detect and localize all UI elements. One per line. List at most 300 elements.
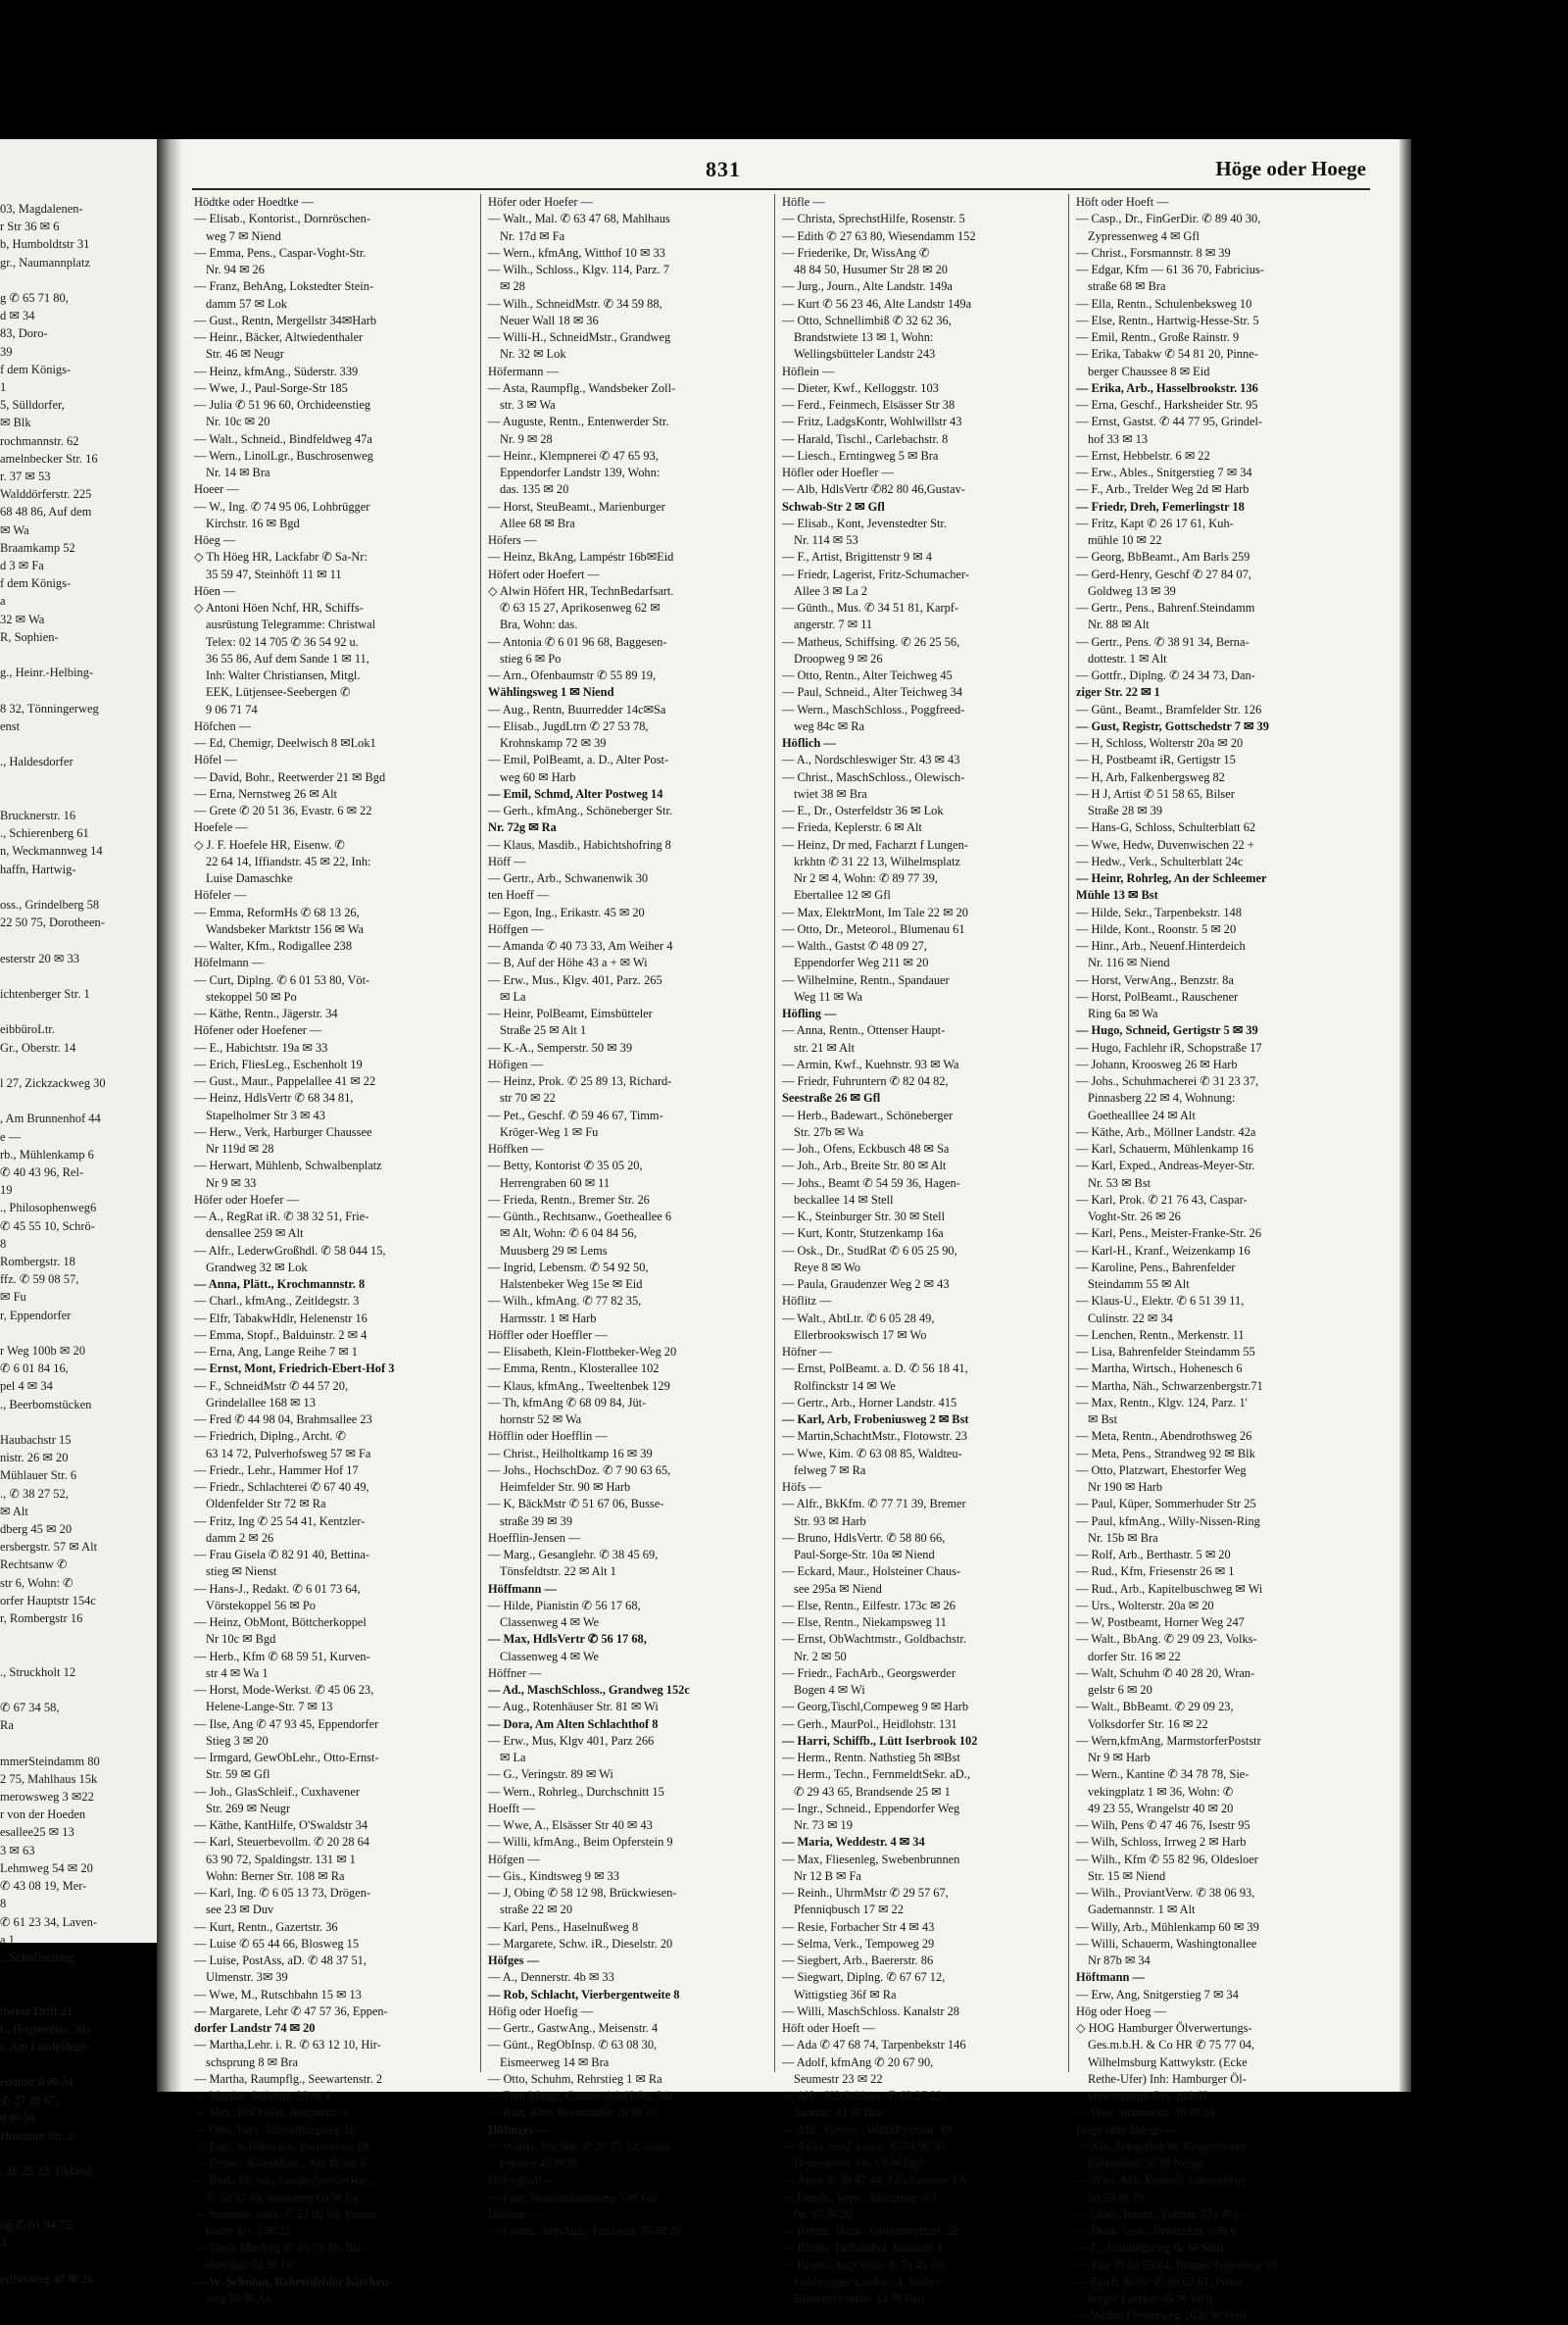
directory-entry: — Erich, FliesLeg., Eschenholt 19 [194,1057,363,1071]
directory-entry: 48 84 50, Husumer Str 28 ✉ 20 [794,263,949,276]
left-fragment-line: ✉ Wa [0,522,29,537]
left-fragment-line [0,1984,169,2002]
directory-entry: — Karl, Ing. ✆ 6 05 13 73, Drögen- [194,1886,371,1900]
left-fragment-line: ✆ 6 01 84 16, [0,1361,69,1376]
directory-entry: ✆ 53 37 49, Reekamp 60 ✉ La [206,2190,358,2204]
directory-entry: stekoppel 50 ✉ Po [206,989,297,1004]
left-fragment-line: rb., Mühlenkamp 6 [0,1147,94,1162]
directory-entry: — Anna, Rentn., Ottenser Haupt- [782,1023,946,1038]
directory-entry: — Friedr., Lehr., Hammer Hof 17 [194,1462,359,1477]
directory-entry: stieg 6 ✉ Po [500,651,562,666]
directory-entry: — Gust., Maur., Pappelallee 41 ✉ 22 [194,1074,376,1088]
directory-entry: — Martha, Seilerstr. 39 ✉ 4 [194,2089,331,2102]
directory-entry: Grandweg 32 ✉ Lok [206,1260,308,1274]
directory-entry: — K, BäckMstr ✆ 51 67 06, Busse- [488,1497,664,1511]
directory-entry: — Gertr., Pens., Bahrenf.Steindamm [1076,601,1255,615]
directory-entry: Höfner — [782,1345,832,1359]
left-fragment-line: ✆ 27 26 67, [0,2093,60,2107]
left-fragment-line: R, Sophien- [0,629,59,644]
column-divider [480,194,481,2072]
directory-entry: dorfer Str. 16 ✉ 22 [1088,1649,1181,1663]
directory-entry: — Elisab., Kontorist., Dornröschen- [194,212,370,226]
directory-entry: — Wohn: Försterweg 102a ✉ Stell [1076,2308,1247,2323]
directory-entry: 63 14 72, Pulverhofsweg 57 ✉ Fa [206,1446,371,1460]
directory-entry: — Irmgard, GewObLehr., Otto-Ernst- [194,1751,379,1764]
directory-entry: Steindamm 55 ✉ Alt [1088,1277,1190,1291]
directory-entry: — Franz, BehAng, Lokstedter Stein- [194,279,374,294]
directory-entry: — Else, Rentn., Eilfestr. 173c ✉ 26 [782,1598,956,1612]
left-fragment-line: r., Hogrevestr. 30a [0,2021,90,2036]
left-fragment-line [0,931,169,949]
directory-entry: — Otto, Platzwart, Ehestorfer Weg [1076,1462,1247,1477]
directory-entry: — Gertr., Arb., Schwanenwik 30 [488,871,649,885]
directory-entry: — Gerh., kfmAng., Schöneberger Str. [488,804,673,817]
surname-heading: Höftmann — [1076,1970,1145,1985]
column-3 [782,194,1062,2305]
left-fragment-line: 3 [0,2236,7,2251]
left-fragment-line [0,2181,169,2199]
directory-entry: Nr. 94 ✉ 26 [206,263,265,276]
directory-entry: — Theo, kfmAng ✆ 40 79 48, Bis- [194,2241,367,2255]
directory-entry: Seestraße 26 ✉ Gfl [782,1091,881,1106]
directory-entry: — Rud, Kfm, Roonstraße 20 ✉ 20 [488,2105,658,2120]
directory-entry: Stieg 3 ✉ 20 [206,1733,269,1748]
left-fragment-line [0,1413,169,1431]
directory-entry: Höffgen — [488,921,544,936]
directory-entry: — Wern., kfmAng, Witthof 10 ✉ 33 [488,245,665,260]
directory-entry: Bahnhofstr 56 ✉ Neugr [1088,2156,1204,2170]
directory-entry: Nr. 67 ✉ 20 [794,2206,853,2221]
directory-entry: — Christ., MaschSchloss., Olewisch- [782,769,965,784]
directory-entry: — Egon, Ing., Erikastr. 45 ✉ 20 [488,905,645,919]
left-fragment-line: g., Heinr.-Helbing- [0,666,94,680]
directory-entry: — F., Artist, Brigittenstr 9 ✉ 4 [782,550,932,565]
directory-entry: — Heinz, BkAng, Lampéstr 16b✉Eid [488,550,674,565]
directory-entry: Nr. 72g ✉ Ra [488,820,557,835]
directory-entry: Höfer oder Hoefer — [488,195,593,209]
directory-entry: — Erna, Nernstweg 26 ✉ Alt [194,786,337,801]
left-fragment-line: 83, Doro- [0,326,48,341]
directory-entry: dorfer Landstr 74 ✉ 20 [194,2021,316,2035]
directory-entry: — Joh., Ofens, Eckbusch 48 ✉ Sa [782,1142,950,1156]
left-fragment-line: erthesweg 40 ✉ 26 [0,2271,94,2286]
directory-entry: — Emma, ReformHs ✆ 68 13 26, [194,905,360,919]
directory-entry: — H, Schloss, Wolterstr 20a ✉ 20 [1076,736,1244,750]
directory-entry: — Julia ✆ 51 96 60, Orchideenstieg [194,398,371,412]
directory-entry: Straße 28 ✉ 39 [1088,804,1163,817]
left-fragment-line: 5, Sülldorfer, [0,398,65,413]
directory-entry: — Wwe, A., Elsässer Str 40 ✉ 43 [488,1818,653,1832]
directory-entry: Str. 269 ✉ Neugr [206,1801,291,1815]
directory-entry: Herrengraben 60 ✉ 11 [500,1175,611,1190]
directory-entry: 35 59 47, Steinhöft 11 ✉ 11 [206,567,342,581]
directory-entry: — Heinz, Dr med, Facharzt f Lungen- [782,837,968,852]
left-fragment-line: eibbüroLtr. [0,1022,55,1037]
directory-entry: — Alfr., Grünw., Walddörferstr. 19 [782,2122,953,2137]
directory-entry: Ebertallee 12 ✉ Gfl [794,888,891,903]
directory-entry: — Clara, Rentn., Feldstr. 37a ✉ 6 [1076,2206,1241,2221]
directory-entry: 22 64 14, Iffiandstr. 45 ✉ 22, Inh: [206,854,371,868]
directory-entry: — G., Veringstr. 89 ✉ Wi [488,1767,613,1782]
directory-entry: — Marg., Gesanglehr. ✆ 38 45 69, [488,1548,659,1561]
directory-entry: Nr 190 ✉ Harb [1088,1480,1163,1494]
left-page-fragment [0,139,181,2286]
directory-entry: Droopweg 9 ✉ 26 [794,651,883,666]
directory-entry: angerstr. 7 ✉ 11 [794,618,873,632]
directory-entry: — Asta, Raumpflg., Wandsbeker Zoll- [488,380,676,395]
left-fragment-line: ng ✆ 61 94 75, [0,2217,75,2232]
directory-entry: — Ella, Rentn., Schulenbeksweg 10 [1076,296,1252,311]
directory-entry: — Margarete, Lehr ✆ 47 57 36, Eppen- [194,2003,388,2018]
directory-entry: — Arn., Ofenbaumstr ✆ 55 89 19, [488,668,657,682]
directory-entry: Oldenfelder Str 72 ✉ Ra [206,1497,326,1511]
left-fragment-line: str 6, Wohn: ✆ [0,1575,74,1590]
directory-entry: Höffner — [488,1665,542,1680]
directory-page [157,139,1399,2323]
directory-entry: — Kurt ✆ 56 23 46, Alte Landstr 149a [782,296,972,311]
directory-entry: — Siegwart, Diplng. ✆ 67 67 12, [782,1970,946,1985]
left-fragment-line: r Weg 100b ✉ 20 [0,1344,86,1358]
directory-entry: bekufer 43 ✉39 [500,2156,578,2170]
left-fragment-line [0,2199,169,2216]
left-fragment-line: ✉ Fu [0,1290,26,1305]
directory-entry: — Herb., Badewart., Schöneberger [782,1108,954,1122]
directory-entry: 49 23 55, Wrangelstr 40 ✉ 20 [1088,1801,1234,1815]
directory-entry: — Wwe, Hedw, Duvenwischen 22 + [1076,837,1254,852]
directory-entry: — Siegbert, Arb., Baererstr. 86 [782,1954,934,1967]
directory-entry: — Susanne, Sekr. ✆ 23 92 64, Papen- [194,2206,379,2221]
directory-entry: Wilhelmsburg Kattwykstr. (Ecke [1088,2054,1248,2069]
directory-entry: — Walt., AbtLtr. ✆ 6 05 28 49, [782,1311,935,1325]
directory-entry: Heimfelder Str. 90 ✉ Harb [500,1480,631,1494]
directory-entry: — Martha, Wirtsch., Hohenesch 6 [1076,1361,1243,1376]
directory-entry: Höfken — [488,2206,540,2221]
directory-entry: — Ella ✆ 02 65 84, Baumschulenweg 19 [1076,2257,1278,2272]
directory-entry: Höflitz — [782,1294,832,1309]
directory-entry: Pinnasberg 22 ✉ 4, Wohnung: [1088,1091,1236,1106]
directory-entry: — Curt, Diplng. ✆ 6 01 53 80, Vöt- [194,972,370,987]
directory-entry: — Paul, kfmAng., Willy-Nissen-Ring [1076,1513,1260,1528]
directory-entry: Höfinghoff — [488,2173,559,2188]
directory-entry: ◇ Antoni Höen Nchf, HR, Schiffs- [194,601,364,615]
directory-entry: straße 39 ✉ 39 [500,1513,573,1528]
directory-entry: — Kurt, Kontr, Stutzenkamp 16a [782,1226,944,1241]
directory-entry: — Herm., Rentn. Nathstieg 5h ✉Bst [782,1751,960,1764]
directory-entry: — Rud., Dr. iur., LandesSozGerRat., [194,2173,373,2188]
left-fragment-line: enst [0,718,21,733]
directory-entry: — A., RegRat iR. ✆ 38 32 51, Frie- [194,1210,369,1223]
left-fragment-line: merowsweg 3 ✉22 [0,1790,94,1805]
directory-entry: — Adolf, kfmAng ✆ 20 67 90, [782,2054,934,2069]
left-fragment-line: e — [0,1129,22,1144]
directory-entry: see 295a ✉ Niend [794,1581,882,1596]
directory-entry: — Gust, Registr, Gottschedstr 7 ✉ 39 [1076,718,1269,733]
directory-entry: Bogen 4 ✉ Wi [794,1683,865,1697]
directory-entry: — Karl, Pens., Haselnußweg 8 [488,1919,639,1934]
directory-entry: — Christa, SprechstHilfe, Rosenstr. 5 [782,212,965,226]
directory-entry: — Auguste, Rentn., Entenwerder Str. [488,415,669,429]
directory-entry: Nr. 17d ✉ Fa [500,228,565,243]
left-fragment-line: ., Philosophenweg6 [0,1201,97,1215]
directory-entry: ✉ La [500,1751,526,1764]
directory-entry: — Walt., BbBeamt. ✆ 29 09 23, [1076,1700,1234,1714]
directory-entry: — Emil, Schmd, Alter Postweg 14 [488,786,663,801]
left-fragment-line: pel 4 ✉ 34 [0,1379,53,1394]
directory-entry: — F., Arb., Trelder Weg 2d ✉ Harb [1076,482,1250,497]
directory-entry: — Paul, Schneid., Alter Teichweg 34 [782,685,963,700]
directory-entry: — Günth., Rechtsanw., Goetheallee 6 [488,1210,672,1223]
directory-entry: Binnenfelredder 13 ✉ Bgd [794,2292,925,2305]
directory-entry: — Bruno, HdlsVertr. ✆ 58 80 66, [782,1530,946,1545]
directory-entry: — K.-A., Semperstr. 50 ✉ 39 [488,1040,633,1055]
directory-entry: Rolfinckstr 14 ✉ We [794,1378,896,1393]
directory-entry: — Wilh., Kfm ✆ 55 82 96, Oldesloer [1076,1852,1258,1866]
directory-entry: straße 68 ✉ Bra [1088,279,1166,294]
directory-entry: — Wern., MaschSchloss., Poggfreed- [782,702,965,717]
directory-entry: Nr 2 ✉ 4, Wohn: ✆ 89 77 39, [794,871,938,885]
left-fragment-line: r. 37 ✉ 53 [0,470,51,484]
directory-entry: — Gertr., Arb., Horner Landstr. 415 [782,1395,957,1410]
directory-entry: — Alfr., BkKfm. ✆ 77 71 39, Bremer [782,1497,966,1511]
left-fragment-line [0,2055,169,2073]
directory-entry: — Herwart, Mühlenb, Schwalbenplatz [194,1159,382,1173]
directory-entry: Nr. 10c ✉ 20 [206,415,270,429]
directory-entry: — Else, Windmühlenstieg 7 ✉ Gfl [488,2190,658,2204]
directory-entry: — E., Gräningstieg 8c ✉ Stell [1076,2241,1224,2255]
directory-entry: — Ferd., Feinmech, Elsässer Str 38 [782,398,956,412]
directory-entry: Str. 93 ✉ Harb [794,1513,866,1528]
directory-entry: — Erw., Mus, Klgv 401, Parz 266 [488,1733,655,1748]
directory-entry: — Erw., Mus., Klgv. 401, Parz. 265 [488,972,662,987]
directory-entry: — Heinz, Prok. ✆ 25 89 13, Richard- [488,1074,672,1088]
directory-entry: — Meta, Rentn., Abendrothsweg 26 [1076,1429,1252,1444]
left-fragment-line: 22 50 75, Dorotheen- [0,915,105,930]
directory-entry: Classenweg 4 ✉ We [500,1649,600,1663]
directory-entry: — Alfr., KfzSchloss. ✆ 63 27 23, [782,2089,946,2102]
left-fragment-line: ., Schöfferstieg [0,1950,74,1964]
directory-entry: — B, Auf der Höhe 43 a + ✉ Wi [488,956,648,970]
directory-entry: Muusberg 29 ✉ Lems [500,1243,608,1258]
page-edge [1399,139,1411,2092]
left-fragment-line: 8 [0,1236,7,1251]
directory-entry: Neuer Wall 18 ✉ 36 [500,313,599,327]
left-fragment-line: Lehmweg 54 ✉ 20 [0,1860,93,1875]
directory-entry: mühle 10 ✉ 22 [1088,533,1162,547]
directory-entry: — Anna, Plätt., Krochmannstr. 8 [194,1277,366,1291]
directory-entry: — Luise ✆ 65 44 66, Blosweg 15 [194,1936,360,1951]
directory-entry: Str. 27b ✉ Wa [794,1124,864,1139]
directory-entry: Schwab-Str 2 ✉ Gfl [782,499,885,514]
directory-entry: — Friedr, Fuhruntern ✆ 82 04 82, [782,1074,949,1088]
directory-entry: — Rob, Schlacht, Vierbergentweite 8 [488,1987,680,2002]
directory-entry: ✆ 63 15 27, Aprikosenweg 62 ✉ [500,601,661,615]
directory-entry: — Friedr, Dreh, Femerlingstr 18 [1076,499,1245,514]
running-head: Höge oder Hoege [1215,157,1366,180]
directory-entry: 9 06 71 74 [206,702,258,717]
directory-entry: Höfeler — [194,888,247,903]
directory-entry: — Frieda, Keplerstr. 6 ✉ Alt [782,820,922,835]
left-fragment-line [0,1645,169,1662]
directory-entry: dottestr. 1 ✉ Alt [1088,651,1167,666]
surname-heading: Höfling — [782,1007,837,1020]
directory-entry: — Wern,kfmAng, MarmstorferPoststr [1076,1733,1261,1748]
directory-entry: — Willi-H., SchneidMstr., Grandweg [488,330,671,344]
left-fragment-line: Braamkamp 52 [0,540,75,555]
directory-entry: Wohn: Berner Str. 108 ✉ Ra [206,1868,345,1883]
directory-entry: — Ernst, Mont, Friedrich-Ebert-Hof 3 [194,1361,395,1376]
directory-entry: — Herb., Kfm ✆ 68 59 51, Kurven- [194,1649,370,1663]
directory-entry: — Walt., Mal. ✆ 63 47 68, Mahlhaus [488,212,670,226]
directory-entry: — Erika, Arb., Hasselbrookstr. 136 [1076,380,1258,395]
directory-entry: — Erna, Geschf., Harksheider Str. 95 [1076,398,1258,412]
directory-entry: — Liesch., Erntingweg 5 ✉ Bra [782,448,939,463]
directory-entry: str. 21 ✉ Alt [794,1040,856,1055]
directory-entry: — Amanda ✆ 40 73 33, Am Weiher 4 [488,939,673,953]
directory-entry: — Alb, TelegrBetrW, Neugrabener [1076,2139,1246,2153]
directory-entry: weg 60 ✉ Harb [500,769,576,784]
directory-entry: Höfel — [194,753,237,767]
directory-entry: — Johs., HochschDoz. ✆ 7 90 63 65, [488,1462,671,1477]
directory-entry: — Rolf, Arb., Berthastr. 5 ✉ 20 [1076,1548,1231,1561]
left-fragment-line: ✆ 67 34 58, [0,1701,60,1715]
directory-entry: — Gottfr., Diplng. ✆ 24 34 73, Dan- [1076,668,1255,682]
left-fragment-line [0,2251,169,2269]
directory-entry: Wellingsbütteler Landstr 243 [794,347,936,362]
directory-entry: — Armin, Kwf., Kuehnstr. 93 ✉ Wa [782,1057,959,1071]
directory-entry: — Otto, Dr., Meteorol., Blumenau 61 [782,921,965,936]
left-fragment-line: d ✉ 34 [0,309,35,323]
directory-entry: — Hilde, Pianistin ✆ 56 17 68, [488,1598,641,1612]
directory-entry: — W, Schuhm, Bahrenfelder Kirchen- [194,2274,393,2289]
left-fragment-line: Walddörferstr. 225 [0,487,92,502]
directory-entry: Nr 9 ✉ Harb [1088,1751,1151,1764]
directory-entry: — Emil, Rentn., Große Rainstr. 9 [1076,330,1240,344]
left-fragment-line [0,646,169,664]
directory-entry: — Max, Rentn., Klgv. 124, Parz. 1' [1076,1395,1248,1410]
directory-entry: — Bernh., Bäck., Grumbrechtstr. 52 [782,2224,958,2238]
directory-entry: — Rud., Arb., Kapitelbuschweg ✉ Wi [1076,1581,1263,1596]
directory-entry: ◇ Alwin Höfert HR, TechnBedarfsart. [488,583,674,598]
directory-entry: — Heinz, kfmAng., Süderstr. 339 [194,364,359,378]
directory-entry: Höfelmann — [194,956,265,970]
directory-entry: Classenweg 4 ✉ We [500,1615,600,1629]
directory-entry: 36 55 86, Auf dem Sande 1 ✉ 11, [206,651,369,666]
directory-entry: — Ernst, Hebbelstr. 6 ✉ 22 [1076,448,1210,463]
column-2 [488,194,768,2238]
directory-entry: Hoeer — [194,482,239,497]
directory-entry: Grindelallee 168 ✉ 13 [206,1395,316,1410]
left-fragment-line [0,1734,169,1752]
directory-entry: Hög oder Hoeg — [1076,2003,1166,2018]
directory-entry: damm 57 ✉ Lok [206,296,287,311]
left-fragment-line: 19 [0,1183,13,1198]
directory-entry: EEK, Lütjensee-Seebergen ✆ [206,685,351,700]
directory-entry: marckstr 52 ✉ 19 [206,2257,292,2272]
directory-entry: — Paula, Graudenzer Weg 2 ✉ 43 [782,1277,950,1291]
directory-entry: — Horst, Mode-Werkst. ✆ 45 06 23, [194,1683,374,1697]
directory-entry: — Herm., Techn., FernmeldtSekr. aD., [782,1767,970,1782]
page-header [157,147,1399,182]
surname-heading: Höfges — [488,1954,539,1967]
directory-entry: — Erw., Ables., Snitgerstieg 7 ✉ 34 [1076,466,1252,479]
directory-entry: weg 7 ✉ Niend [206,228,281,243]
directory-entry: damm 2 ✉ 26 [206,1530,274,1545]
directory-entry: Tönsfeldtstr. 22 ✉ Alt 1 [500,1564,616,1579]
directory-entry: Allee 3 ✉ La 2 [794,583,868,598]
left-fragment-line: 8 32, Tönningerweg [0,701,99,716]
directory-entry: — Wern., Rohrleg., Durchschnitt 15 [488,1784,664,1799]
directory-entry: Nr. 9 ✉ 28 [500,431,553,446]
directory-entry: verwertungs-Ges. m.b.H. [1088,2089,1210,2102]
directory-entry: Höfig oder Hoefig — [488,2003,594,2018]
directory-entry: — Elisabeth, Klein-Flottbeker-Weg 20 [488,1345,677,1359]
directory-entry: huder Str. 5 ✉ 22 [206,2224,291,2238]
left-fragment-line [0,1681,169,1699]
directory-entry: — Erna, Ang, Lange Reihe 7 ✉ 1 [194,1345,358,1359]
book-spine-shadow [157,139,182,2092]
directory-entry: — Eckard, Maur., Holsteiner Chaus- [782,1564,961,1579]
directory-entry: Str. 59 ✉ Gfl [206,1767,270,1782]
left-fragment-line: ✆ 43 08 19, Mer- [0,1879,87,1894]
directory-entry: — Alb, HdlsVertr ✆82 80 46,Gustav- [782,482,965,497]
directory-entry: felweg 7 ✉ Ra [794,1462,866,1477]
directory-entry: — Edith ✆ 27 63 80, Wiesendamm 152 [782,228,976,243]
directory-entry: — Horst, SteuBeamt., Marienburger [488,499,665,514]
directory-entry: — Horst, VerwAng., Benzstr. 8a [1076,972,1234,987]
directory-entry: — Günt., Beamt., Bramfelder Str. 126 [1076,702,1262,717]
left-fragment-line: Ra [0,1718,14,1733]
directory-entry: — Martha,Lehr. i. R. ✆ 63 12 10, Hir- [194,2038,381,2053]
directory-entry: — Max, BbObRat, Auguststr. 3 [194,2105,348,2120]
directory-entry: — Karl, Pens., Meister-Franke-Str. 26 [1076,1226,1262,1241]
directory-entry: — Elisab., Kont, Jevenstedter Str. [782,516,947,530]
left-fragment-line: oss., Grindelberg 58 [0,897,100,912]
left-fragment-line: l 27, Zickzackweg 30 [0,1075,106,1090]
directory-entry: — Maria, Weddestr. 4 ✉ 34 [782,1835,925,1850]
directory-entry: — Wwe, J., Paul-Sorge-Str 185 [194,380,348,395]
directory-entry: — K., Steinburger Str. 30 ✉ Stell [782,1210,946,1223]
directory-entry: Kirchstr. 16 ✉ Bgd [206,516,300,530]
directory-entry: Ges.m.b.H. & Co HR ✆ 75 77 04, [1088,2038,1255,2053]
left-fragment-line: ., Haldesdorfer [0,755,74,769]
directory-entry: — Frau Gisela ✆ 82 91 40, Bettina- [194,1548,370,1561]
directory-entry: — Heinr., Bäcker, Altwiedenthaler [194,330,364,344]
directory-entry: Nr. 53 ✉ Bst [1088,1175,1152,1190]
directory-entry: Eppendorfer Weg 211 ✉ 20 [794,956,929,970]
directory-entry: — W., Ing. ✆ 74 95 06, Lohbrügger [194,499,370,514]
directory-entry: — Emma, Stopf., Balduinstr. 2 ✉ 4 [194,1327,368,1342]
directory-entry: Vörstekoppel 56 ✉ Po [206,1598,316,1612]
directory-entry: Nr. 2 ✉ 50 [794,1649,847,1663]
left-fragment-line: 39 [0,344,13,359]
directory-entry: — Resie, Forbacher Str 4 ✉ 43 [782,1919,935,1934]
directory-entry: — Karl-H., Kranf., Weizenkamp 16 [1076,1243,1250,1258]
directory-entry: — Ingr., Schneid., Eppendorfer Weg [782,1801,960,1815]
directory-entry: — Th, kfmAng ✆ 68 09 84, Jüt- [488,1395,647,1410]
left-fragment-line: r, Eppendorfer [0,1308,72,1322]
left-fragment-line: haffn, Hartwig- [0,862,76,876]
directory-entry: Culinstr. 22 ✉ 34 [1088,1311,1173,1325]
left-fragment-line: Mühlauer Str. 6 [0,1468,77,1483]
directory-entry: — Otto, Pens. Bömelburgweg 16 [194,2122,356,2137]
left-fragment-line: ✆ 45 55 10, Schrö- [0,1218,95,1233]
directory-entry: — Selma, Verk., Tempoweg 29 [782,1936,935,1951]
left-fragment-line: mmerSteindamm 80 [0,1754,100,1768]
left-fragment-line [0,1003,169,1020]
left-fragment-line: Husumer Str. 2 [0,2128,74,2143]
directory-entry: Hoefflin-Jensen — [488,1530,581,1545]
directory-entry: — Käthe, KantHilfe, O'Swaldstr 34 [194,1818,368,1832]
